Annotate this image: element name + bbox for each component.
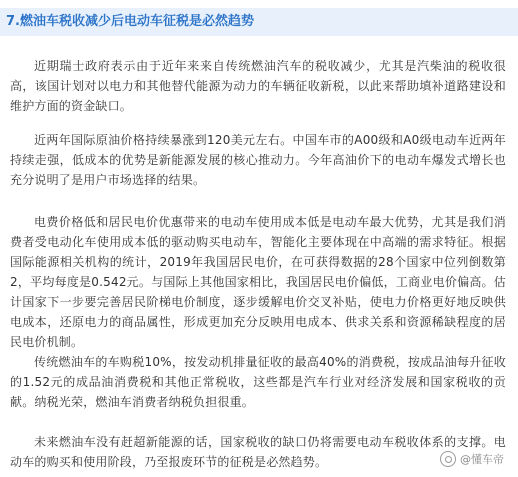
paragraph-5: 未来燃油车没有赶超新能源的话，国家税收的缺口仍将需要电动车税收体系的支撑。电动车的购买和使用阶段，乃至报废环节的征税是必然趋势。 xyxy=(10,435,506,469)
paragraph-4: 传统燃油车的车购税10%，按发动机排量征收的最高40%的消费税，按成品油每升征收的1.52元的成品油消费税和其他正常税收，这些都是汽车行业对经济发展和国家税收的贡献。纳税光荣，燃油车消费者纳税负担很重。 xyxy=(10,355,506,409)
watermark-text: @懂车帝 xyxy=(460,453,504,466)
paragraph-3: 电费价格低和居民电价优惠带来的电动车使用成本低是电动车最大优势，尤其是我们消费者受电动化车使用成本低的驱动购买电动车，智能化主要体现在中高端的需求特征。根据国际能源相关机构的统计，2019年我国居民电价，在可获得数据的28个国家中位列倒数第2，平均每度是0.542元。与国际上其他国家相比，我国居民电价偏低，工商业电价偏高。估计国家下一步要完善居民阶梯电价制度，逐步缓解电价交叉补贴，使电力价格更好地反映供电成本，还原电力的商品属性，形成更加充分反映用电成本、供求关系和资源稀缺程度的居民电价机制。 xyxy=(10,215,506,349)
watermark xyxy=(436,449,508,469)
paragraph-2: 近两年国际原油价格持续暴涨到120美元左右。中国车市的A00级和A0级电动车近两年持续走强，低成本的优势是新能源发展的核心推动力。今年高油价下的电动车爆发式增长也充分说明了是用户市场选择的结果。 xyxy=(10,133,506,187)
paragraph-1: 近期瑞士政府表示由于近年来来自传统燃油汽车的税收减少，尤其是汽柴油的税收很高，该国计划对以电力和其他替代能源为动力的车辆征收新税，以此来帮助填补道路建设和维护方面的资金缺口。 xyxy=(10,59,506,113)
watermark-logo-icon xyxy=(440,451,456,467)
section-heading: 7.燃油车税收减少后电动车征税是必然趋势 xyxy=(6,14,254,29)
